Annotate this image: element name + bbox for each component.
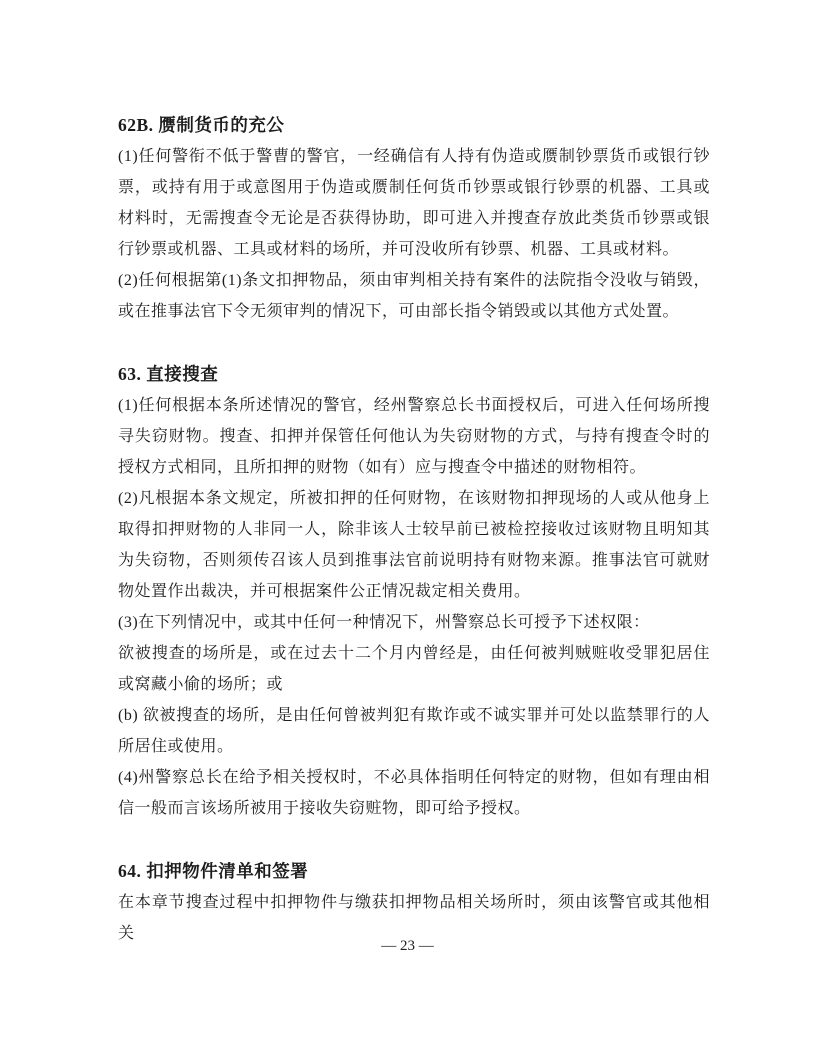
section-63 bbox=[118, 359, 710, 824]
paragraph: (b) 欲被搜查的场所，是由任何曾被判犯有欺诈或不诚实罪并可处以监禁罪行的人所居住或使用。 bbox=[118, 707, 710, 755]
paragraph: 欲被搜查的场所是，或在过去十二个月内曾经是，由任何被判贼赃收受罪犯居住或窝藏小偷的场所；或 bbox=[118, 645, 710, 693]
paragraph: (2)凡根据本条文规定，所被扣押的任何财物，在该财物扣押现场的人或从他身上取得扣押财物的人非同一人，除非该人士较早前已被检控接收过该财物且明知其为失窃物，否则须传召该人员到推事法官前说明持有财物来源。推事法官可就财物处置作出裁决，并可根据案件公正情况裁定相关费用。 bbox=[118, 490, 710, 600]
section-62b bbox=[118, 110, 710, 327]
paragraph: (2)任何根据第(1)条文扣押物品，须由审判相关持有案件的法院指令没收与销毁，或在推事法官下令无须审判的情况下，可由部长指令销毁或以其他方式处置。 bbox=[118, 272, 710, 320]
paragraph: (3)在下列情况中，或其中任何一种情况下，州警察总长可授予下述权限： bbox=[118, 614, 650, 631]
paragraph: 在本章节搜查过程中扣押物件与缴获扣押物品相关场所时，须由该警官或其他相关 bbox=[118, 894, 710, 942]
section-heading: 64. 扣押物件清单和签署 bbox=[118, 861, 309, 881]
paragraph: (1)任何警衔不低于警曹的警官，一经确信有人持有伪造或赝制钞票货币或银行钞票，或持有用于或意图用于伪造或赝制任何货币钞票或银行钞票的机器、工具或材料时，无需搜查令无论是否获得协助，即可进入并搜查存放此类货币钞票或银行钞票或机器、工具或材料的场所，并可没收所有钞票、机器、工具或材料。 bbox=[118, 148, 710, 258]
paragraph: (1)任何根据本条所述情况的警官，经州警察总长书面授权后，可进入任何场所搜寻失窃财物。搜查、扣押并保管任何他认为失窃财物的方式，与持有搜查令时的授权方式相同，且所扣押的财物（如有）应与搜查令中描述的财物相符。 bbox=[118, 397, 710, 476]
document-body bbox=[118, 110, 710, 949]
section-heading: 63. 直接搜查 bbox=[118, 364, 219, 384]
section-heading: 62B. 赝制货币的充公 bbox=[118, 115, 285, 135]
page-number: — 23 — bbox=[381, 938, 434, 954]
paragraph: (4)州警察总长在给予相关授权时，不必具体指明任何特定的财物，但如有理由相信一般而言该场所被用于接收失窃赃物，即可给予授权。 bbox=[118, 769, 710, 817]
